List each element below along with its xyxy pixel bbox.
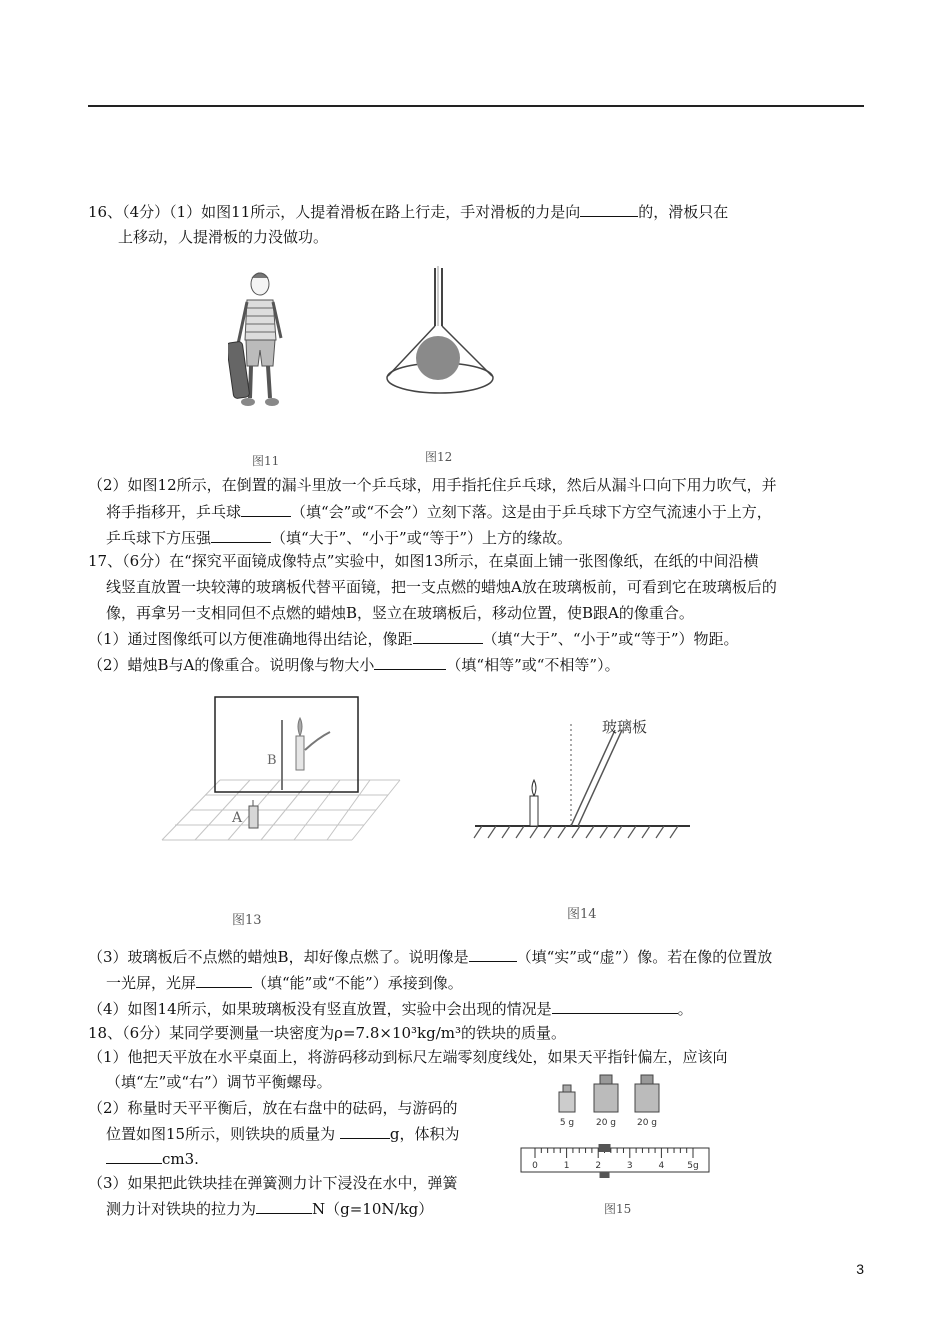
q17-text: （填“实”或“虚”）像。若在像的位置放 [516,948,773,966]
q18-text: 测力计对铁块的拉力为 [106,1200,257,1218]
weight-label: 20 g [595,1118,617,1128]
q18-text: N（g=10N/kg） [312,1200,434,1218]
weight-label: 20 g [636,1118,658,1128]
answer-blank[interactable] [241,501,291,517]
q17-sub3-line1 [88,946,772,967]
weight-5g [559,1085,575,1128]
figure-15-weights-scale [515,1070,715,1185]
candle-b-label: B [267,753,277,768]
q17-text: （2）蜡烛B与A的像重合。说明像与物大小 [88,656,375,674]
answer-blank[interactable] [211,527,271,543]
q16-text: 16、（4分）（1）如图11所示，人提着滑板在路上行走，手对滑板的力是向 [88,203,581,221]
scale-tick-label: 5g [687,1161,699,1171]
q16-part2-line1: （2）如图12所示，在倒置的漏斗里放一个乒乓球，用手指托住乒乓球，然后从漏斗口向下用力吹气，并 [88,476,777,494]
q17-sub2 [88,654,620,675]
answer-blank[interactable] [340,1123,390,1139]
answer-blank[interactable] [552,998,678,1014]
q16-part2-line3 [106,527,572,548]
answer-blank[interactable] [256,1198,312,1214]
answer-blank[interactable] [413,628,483,644]
q18-text: g，体积为 [389,1125,460,1143]
figure-12-funnel-ball [380,266,498,398]
q17-text: （填“相等”或“不相等”）。 [446,656,620,674]
q18-line1: 18、（6分）某同学要测量一块密度为ρ=7.8×10³kg/m³的铁块的质量。 [88,1024,567,1042]
header-rule [88,105,864,107]
weight-20g [635,1075,659,1128]
weight-label: 5 g [559,1118,575,1128]
q17-text: （3）玻璃板后不点燃的蜡烛B，却好像点燃了。说明像是 [88,948,469,966]
q17-sub3-line2 [106,972,463,993]
scale-tick-label: 1 [563,1161,570,1171]
q18-sub3-line2 [106,1198,433,1219]
q18-sub2-line1: （2）称量时天平平衡后，放在右盘中的砝码，与游码的 [88,1099,458,1117]
glass-plate-label: 玻璃板 [602,718,648,736]
answer-blank[interactable] [469,946,517,962]
figure-14-caption: 图14 [567,907,597,922]
candle-a-label: A [232,810,243,826]
q16-text: 将手指移开，乒乓球 [106,503,242,521]
q16-part2-line2 [106,501,772,522]
q16-text: （填“会”或“不会”）立刻下落。这是由于乒乓球下方空气流速小于上方， [291,503,772,521]
q16-text: 的，滑板只在 [638,203,729,221]
q17-text: （1）通过图像纸可以方便准确地得出结论，像距 [88,630,413,648]
q17-text: （填“能”或“不能”）承接到像。 [252,974,463,992]
q18-text: cm3. [162,1150,199,1168]
q18-sub1-line2: （填“左”或“右”）调节平衡螺母。 [106,1073,332,1091]
q18-sub1-line1: （1）他把天平放在水平桌面上，将游码移动到标尺左端零刻度线处，如果天平指针偏左，应该向 [88,1048,728,1066]
weight-20g [594,1075,618,1128]
q17-line2: 线竖直放置一块较薄的玻璃板代替平面镜，把一支点燃的蜡烛A放在玻璃板前，可看到它在玻璃板后的 [106,578,777,596]
answer-blank[interactable] [374,654,446,670]
figure-14-tilted-glass [470,712,695,848]
figure-11-caption: 图11 [252,454,280,468]
q18-sub2-line2 [106,1123,459,1144]
figure-12-caption: 图12 [425,450,453,464]
figure-15-caption: 图15 [604,1202,632,1216]
q17-text: （4）如图14所示，如果玻璃板没有竖直放置，实验中会出现的情况是 [88,1000,552,1018]
q16-text: （填“大于”、“小于”或“等于”）上方的缘故。 [271,529,573,547]
q16-line1 [88,201,728,222]
answer-blank[interactable] [196,972,252,988]
q18-sub2-line3 [106,1148,199,1169]
q17-line1: 17、（6分）在“探究平面镜成像特点”实验中，如图13所示，在桌面上铺一张图像纸，在纸的中间沿横 [88,552,759,570]
q18-sub3-line1: （3）如果把此铁块挂在弹簧测力计下浸没在水中，弹簧 [88,1174,458,1192]
scale-tick-label: 3 [626,1161,633,1171]
scale-tick-label: 2 [595,1161,602,1171]
q17-text: （填“大于”、“小于”或“等于”）物距。 [482,630,739,648]
q17-text: 一光屏，光屏 [106,974,197,992]
q16-text: 乒乓球下方压强 [106,529,212,547]
q17-sub4 [88,998,693,1019]
rider-slider[interactable] [599,1144,611,1152]
figure-11-person-skateboard [228,270,298,412]
answer-blank[interactable] [106,1148,162,1164]
figure-13-grid-candles [160,690,410,860]
figure-13-caption: 图13 [232,913,262,928]
q18-text: 位置如图15所示，则铁块的质量为 [106,1125,340,1143]
q17-sub1 [88,628,739,649]
q17-text: 。 [677,1000,693,1018]
answer-blank[interactable] [580,201,638,217]
scale-tick-label: 4 [658,1161,665,1171]
q17-line3: 像，再拿另一支相同但不点燃的蜡烛B，竖立在玻璃板后，移动位置，使B跟A的像重合。 [106,604,694,622]
q16-line2: 上移动，人提滑板的力没做功。 [118,228,329,246]
scale-tick-label: 0 [532,1161,538,1171]
rider-slider-bottom [600,1172,610,1178]
page-number: 3 [856,1261,864,1277]
